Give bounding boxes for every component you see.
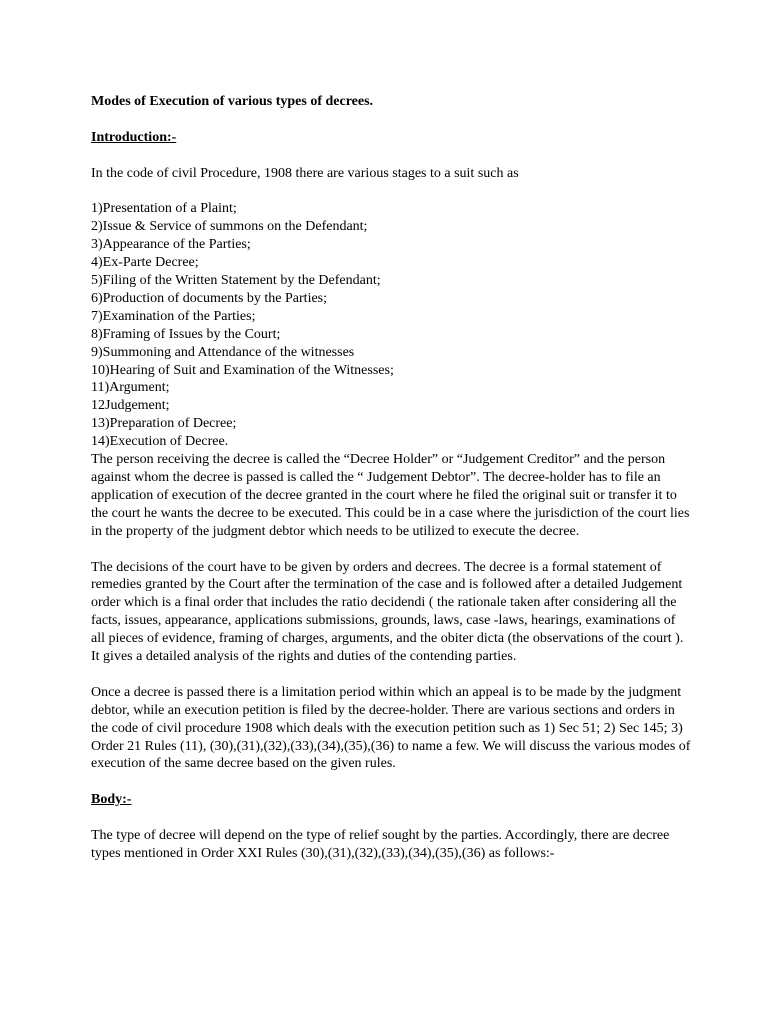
- list-item: 3)Appearance of the Parties;: [91, 237, 251, 253]
- suit-stages-list: [91, 200, 691, 451]
- list-item: 5)Filing of the Written Statement by the Defendant;: [91, 273, 381, 289]
- list-item: 14)Execution of Decree.: [91, 434, 229, 450]
- list-item: 10)Hearing of Suit and Examination of the Witnesses;: [91, 362, 394, 378]
- introduction-heading: Introduction:-: [91, 129, 177, 145]
- list-item: 1)Presentation of a Plaint;: [91, 201, 237, 217]
- list-item: 12Judgement;: [91, 398, 170, 414]
- list-item: 2)Issue & Service of summons on the Defendant;: [91, 219, 368, 235]
- list-item: 9)Summoning and Attendance of the witnesses: [91, 344, 355, 360]
- limitation-period-paragraph: Once a decree is passed there is a limitation period within which an appeal is to be made by the judgment debtor, while an execution petition is filed by the decree-holder. There are various sections and orders in the code of civil procedure 1908 which deals with the execution petition such as 1) Sec 51; 2) Sec 145; 3) Order 21 Rules (11), (30),(31),(32),(33),(34),(35),(36) to name a few. We will discuss the various modes of execution of the same decree based on the given rules.: [91, 684, 691, 772]
- list-item: 6)Production of documents by the Parties;: [91, 290, 328, 306]
- list-item: 11)Argument;: [91, 380, 170, 396]
- body-heading: Body:-: [91, 792, 132, 808]
- document-page: [91, 93, 691, 863]
- list-item: 7)Examination of the Parties;: [91, 308, 256, 324]
- list-item: 8)Framing of Issues by the Court;: [91, 326, 281, 342]
- court-decisions-paragraph: The decisions of the court have to be given by orders and decrees. The decree is a formal statement of remedies granted by the Court after the termination of the case and is followed after a detailed Judgement order which is a final order that includes the ratio decidendi ( the rationale taken after considering all the facts, issues, appearance, applications submissions, grounds, laws, case -laws, hearings, examinations of all pieces of evidence, framing of charges, arguments, and the obiter dicta (the observations of the court ). It gives a detailed analysis of the rights and duties of the contending parties.: [91, 559, 684, 665]
- list-item: 13)Preparation of Decree;: [91, 416, 237, 432]
- document-title: Modes of Execution of various types of decrees.: [91, 94, 374, 109]
- list-item: 4)Ex-Parte Decree;: [91, 255, 199, 271]
- decree-types-paragraph: The type of decree will depend on the type of relief sought by the parties. Accordingly, there are decree types mentioned in Order XXI Rules (30),(31),(32),(33),(34),(35),(36) as follows:-: [91, 828, 670, 861]
- introduction-lead-paragraph: In the code of civil Procedure, 1908 there are various stages to a suit such as: [91, 165, 519, 181]
- decree-holder-paragraph: The person receiving the decree is called the “Decree Holder” or “Judgement Creditor” and the person against whom the decree is passed is called the “ Judgement Debtor”. The decree-holder has to file an application of execution of the decree granted in the court where he filed the original suit or transfer it to the court he wants the decree to be executed. This could be in a case where the jurisdiction of the court lies in the property of the judgment debtor which needs to be utilized to execute the decree.: [91, 452, 690, 539]
